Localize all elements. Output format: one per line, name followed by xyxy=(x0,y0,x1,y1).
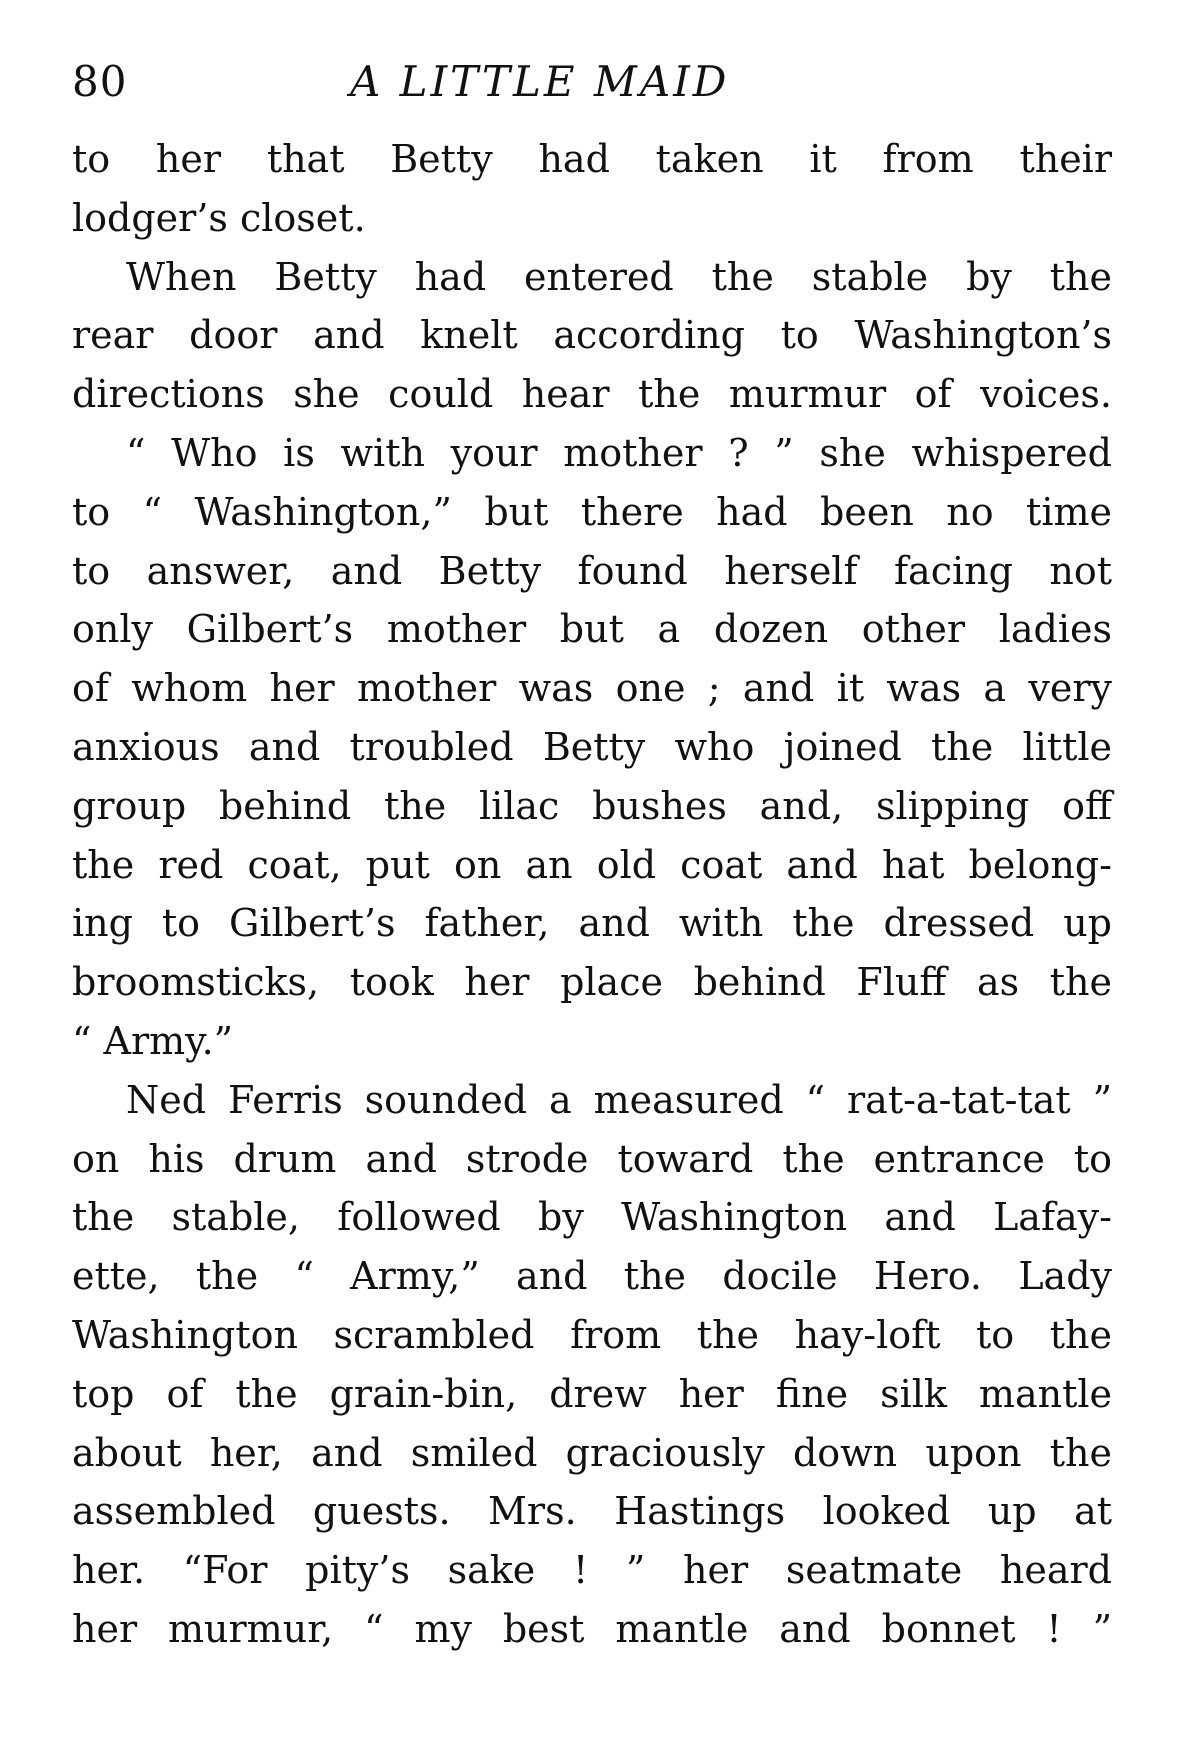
running-title: A LITTLE MAID xyxy=(350,57,730,106)
text-line: “ Army.” xyxy=(72,1018,234,1063)
text-line: her murmur, “ my best mantle and bonnet ! ” xyxy=(72,1606,1112,1651)
page-header xyxy=(72,52,1112,122)
text-line: top of the grain-bin, drew her fine silk mantle xyxy=(72,1371,1112,1416)
text-line: broomsticks, took her place behind Fluff as the xyxy=(72,960,1112,1005)
text-line: When Betty had entered the stable by the xyxy=(126,254,1112,299)
text-line: the red coat, put on an old coat and hat belong- xyxy=(72,842,1112,887)
text-line: only Gilbert’s mother but a dozen other ladies xyxy=(72,607,1112,652)
text-line: rear door and knelt according to Washington’s xyxy=(72,313,1112,358)
text-line: to answer, and Betty found herself facing not xyxy=(72,548,1112,593)
text-line: Washington scrambled from the hay-loft to the xyxy=(72,1312,1112,1357)
text-line: the stable, followed by Washington and Lafay- xyxy=(72,1195,1112,1240)
text-line: Ned Ferris sounded a measured “ rat-a-tat-tat ” xyxy=(126,1077,1112,1122)
text-line: anxious and troubled Betty who joined the little xyxy=(72,724,1112,769)
text-line: “ Who is with your mother ? ” she whispered xyxy=(126,430,1112,475)
text-line: on his drum and strode toward the entrance to xyxy=(72,1136,1112,1181)
text-line: about her, and smiled graciously down upon the xyxy=(72,1430,1112,1475)
text-line: to “ Washington,” but there had been no time xyxy=(72,489,1112,534)
text-line: her. “For pity’s sake ! ” her seatmate heard xyxy=(72,1548,1112,1593)
text-line: directions she could hear the murmur of voices. xyxy=(72,372,1112,417)
text-line: ette, the “ Army,” and the docile Hero. Lady xyxy=(72,1254,1112,1299)
page-number: 80 xyxy=(72,57,128,106)
text-line: of whom her mother was one ; and it was a very xyxy=(72,666,1112,711)
text-line: ing to Gilbert’s father, and with the dressed up xyxy=(72,901,1112,946)
body-text xyxy=(72,130,1112,1659)
text-line: group behind the lilac bushes and, slipping off xyxy=(72,783,1112,828)
text-line: to her that Betty had taken it from their xyxy=(72,137,1112,181)
text-line: lodger’s closet. xyxy=(72,195,366,240)
text-line: assembled guests. Mrs. Hastings looked up at xyxy=(72,1489,1112,1534)
